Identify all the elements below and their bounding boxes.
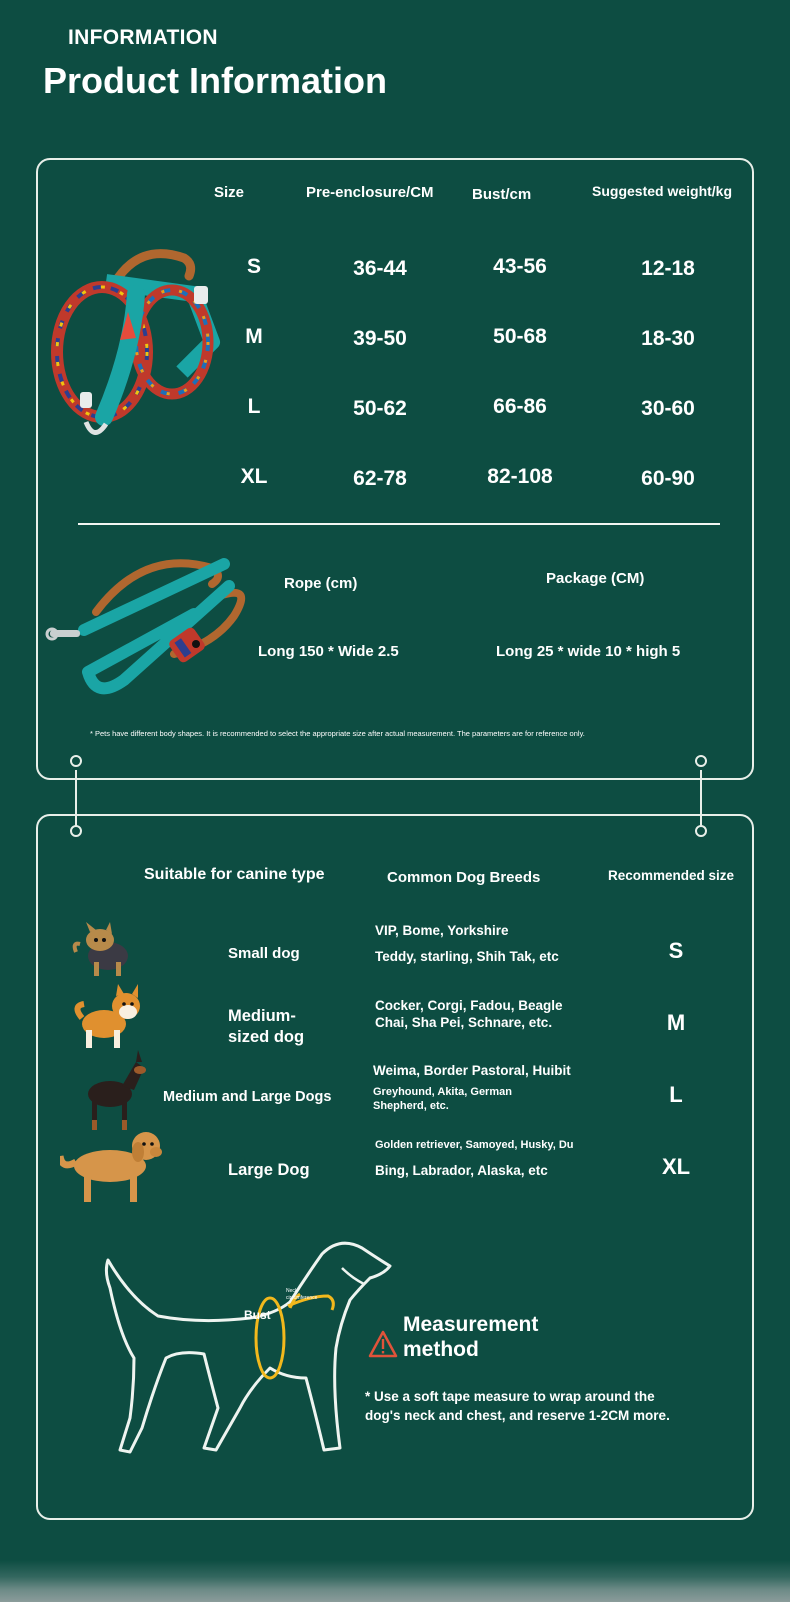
bust-label: Bust — [244, 1308, 271, 1322]
large-dog-image — [60, 1126, 166, 1204]
size-cell: XL — [240, 465, 268, 488]
recommended-size: S — [668, 938, 684, 963]
medium-dog-image — [74, 984, 146, 1050]
breed-line: Chai, Sha Pei, Schnare, etc. — [375, 1015, 553, 1030]
recommended-size: L — [669, 1082, 683, 1107]
page-title: Product Information — [43, 60, 387, 101]
column-header-canine-type: Suitable for canine type — [144, 866, 325, 883]
pre-enclosure-cell: 39-50 — [353, 327, 407, 350]
column-header-bust: Bust/cm — [472, 186, 532, 203]
recommended-size: XL — [661, 1154, 691, 1179]
leash-image — [44, 554, 254, 704]
weight-cell: 18-30 — [641, 327, 695, 350]
bust-cell: 82-108 — [487, 465, 553, 488]
small-dog-image — [72, 922, 138, 978]
size-cell: L — [247, 395, 261, 418]
breed-line: Teddy, starling, Shih Tak, etc — [375, 949, 559, 964]
medium-large-dog-image — [78, 1050, 150, 1134]
neck-label: Neck circumference — [286, 1288, 318, 1301]
instruction-line: * Use a soft tape measure to wrap around the — [365, 1389, 655, 1404]
bust-cell: 43-56 — [493, 255, 547, 278]
breed-line: VIP, Bome, Yorkshire — [375, 923, 509, 938]
canine-type-label: Small dog — [228, 945, 300, 962]
dog-outline-diagram — [100, 1238, 400, 1468]
measurement-instructions — [365, 1388, 670, 1426]
column-header-size: Size — [214, 184, 245, 201]
canine-type-label: Medium- sized dog — [228, 1007, 305, 1046]
breed-line: Greyhound, Akita, German — [373, 1086, 512, 1098]
pre-enclosure-cell: 62-78 — [353, 467, 407, 490]
weight-cell: 60-90 — [641, 467, 695, 490]
size-cell: M — [245, 325, 263, 348]
weight-cell: 30-60 — [641, 397, 695, 420]
column-header-recommended-size: Recommended size — [608, 868, 735, 883]
measurement-title-line: method — [403, 1338, 479, 1362]
warning-icon — [368, 1330, 398, 1358]
bottom-decoration — [0, 1560, 790, 1602]
size-cell: S — [246, 255, 261, 278]
pre-enclosure-cell: 36-44 — [353, 257, 407, 280]
breed-line: Golden retriever, Samoyed, Husky, Du — [375, 1139, 574, 1151]
section-eyebrow: INFORMATION — [68, 26, 218, 49]
column-header-weight: Suggested weight/kg — [592, 183, 733, 199]
canine-type-label: Medium and Large Dogs — [163, 1089, 332, 1105]
instruction-line: dog's neck and chest, and reserve 1-2CM more. — [365, 1407, 670, 1423]
bust-cell: 66-86 — [493, 395, 547, 418]
package-label: Package (CM) — [546, 570, 645, 587]
recommended-size: M — [666, 1010, 686, 1035]
package-value: Long 25 * wide 10 * high 5 — [496, 643, 681, 660]
pre-enclosure-cell: 50-62 — [353, 397, 407, 420]
size-disclaimer: * Pets have different body shapes. It is recommended to select the appropriate size after actual measurement. The parameters are for reference only. — [90, 729, 585, 738]
measurement-title — [403, 1312, 538, 1362]
column-header-breeds: Common Dog Breeds — [387, 869, 541, 886]
column-header-pre-enclosure: Pre-enclosure/CM — [306, 184, 434, 201]
canine-type-label: Large Dog — [228, 1161, 310, 1179]
table-divider — [78, 523, 720, 525]
ring-icon — [70, 755, 82, 767]
breed-line: Cocker, Corgi, Fadou, Beagle — [375, 998, 563, 1013]
measurement-title-line: Measurement — [403, 1313, 539, 1336]
breed-line: Shepherd, etc. — [373, 1100, 449, 1112]
rope-label: Rope (cm) — [284, 575, 358, 592]
ring-icon — [695, 755, 707, 767]
rope-value: Long 150 * Wide 2.5 — [258, 643, 399, 660]
harness-image — [44, 242, 224, 452]
weight-cell: 12-18 — [641, 257, 695, 280]
bust-cell: 50-68 — [493, 325, 547, 348]
breed-line: Bing, Labrador, Alaska, etc — [375, 1163, 548, 1178]
breed-line: Weima, Border Pastoral, Huibit — [373, 1063, 571, 1078]
